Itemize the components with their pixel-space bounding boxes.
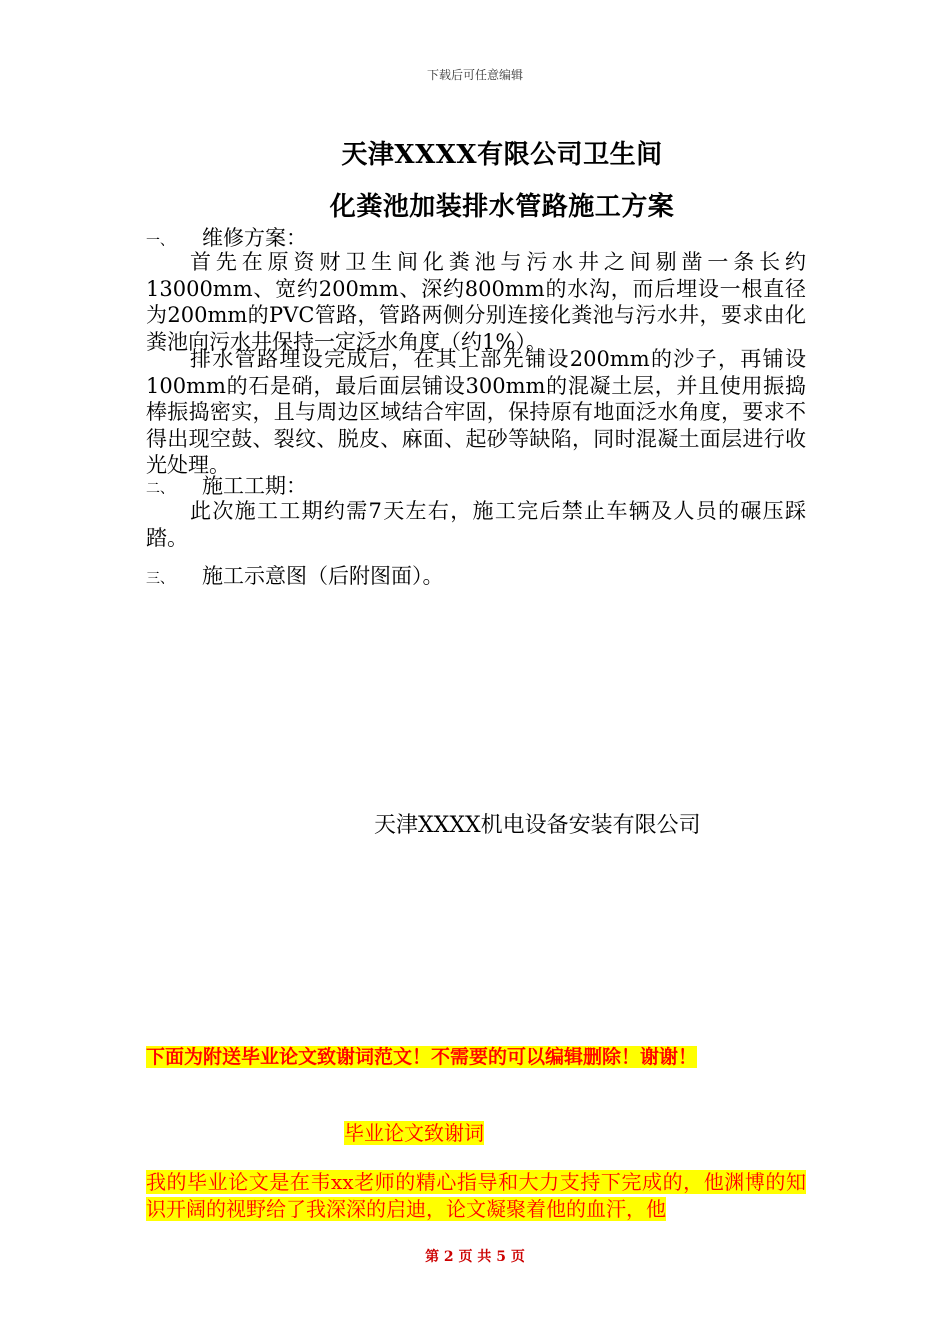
acknowledgement-body-text: 我的毕业论文是在韦xx老师的精心指导和大力支持下完成的，他渊博的知识开阔的视野给了我深深的启迪，论文凝聚着他的血汗，他 xyxy=(146,1170,806,1221)
section-heading-text: 维修方案： xyxy=(202,226,307,250)
appendix-notice xyxy=(146,1045,697,1069)
section-number: 一、 xyxy=(146,233,174,249)
acknowledgement-title-text: 毕业论文致谢词 xyxy=(344,1121,484,1145)
paragraph-schedule: 此次施工工期约需7天左右，施工完后禁止车辆及人员的碾压踩踏。 xyxy=(146,499,806,550)
acknowledgement-title xyxy=(344,1121,484,1145)
page-footer: 第 2 页 共 5 页 xyxy=(425,1249,525,1265)
paragraph-repair-plan-1: 首先在原资财卫生间化粪池与污水井之间剔凿一条长约13000mm、宽约200mm、深约800mm的水沟，而后埋设一根直径为200mm的PVC管路，管路两侧分别连接化粪池与污水井，要求由化粪池向污水井保持一定泛水角度（约1%）。 xyxy=(146,250,806,354)
section-heading-schedule xyxy=(146,474,307,501)
document-title-line-2: 化粪池加装排水管路施工方案 xyxy=(329,192,675,222)
appendix-notice-text: 下面为附送毕业论文致谢词范文！不需要的可以编辑删除！谢谢！ xyxy=(146,1046,698,1068)
company-signature: 天津XXXX机电设备安装有限公司 xyxy=(374,813,701,838)
section-heading-text: 施工示意图（后附图面）。 xyxy=(202,564,444,588)
paragraph-repair-plan-2: 排水管路埋设完成后，在其上部先铺设200mm的沙子，再铺设100mm的石是硝，最后面层铺设300mm的混凝土层，并且使用振捣棒振捣密实，且与周边区域结合牢固，保持原有地面泛水角度，要求不得出现空鼓、裂纹、脱皮、麻面、起砂等缺陷，同时混凝土面层进行收光处理。 xyxy=(146,347,806,477)
acknowledgement-body xyxy=(146,1169,806,1223)
section-number: 二、 xyxy=(146,481,174,497)
header-note: 下载后可任意编辑 xyxy=(426,68,523,82)
section-heading-diagram xyxy=(146,564,444,591)
section-number: 三、 xyxy=(146,571,174,587)
section-heading-text: 施工工期： xyxy=(202,474,307,498)
document-title-line-1: 天津XXXX有限公司卫生间 xyxy=(341,140,663,170)
